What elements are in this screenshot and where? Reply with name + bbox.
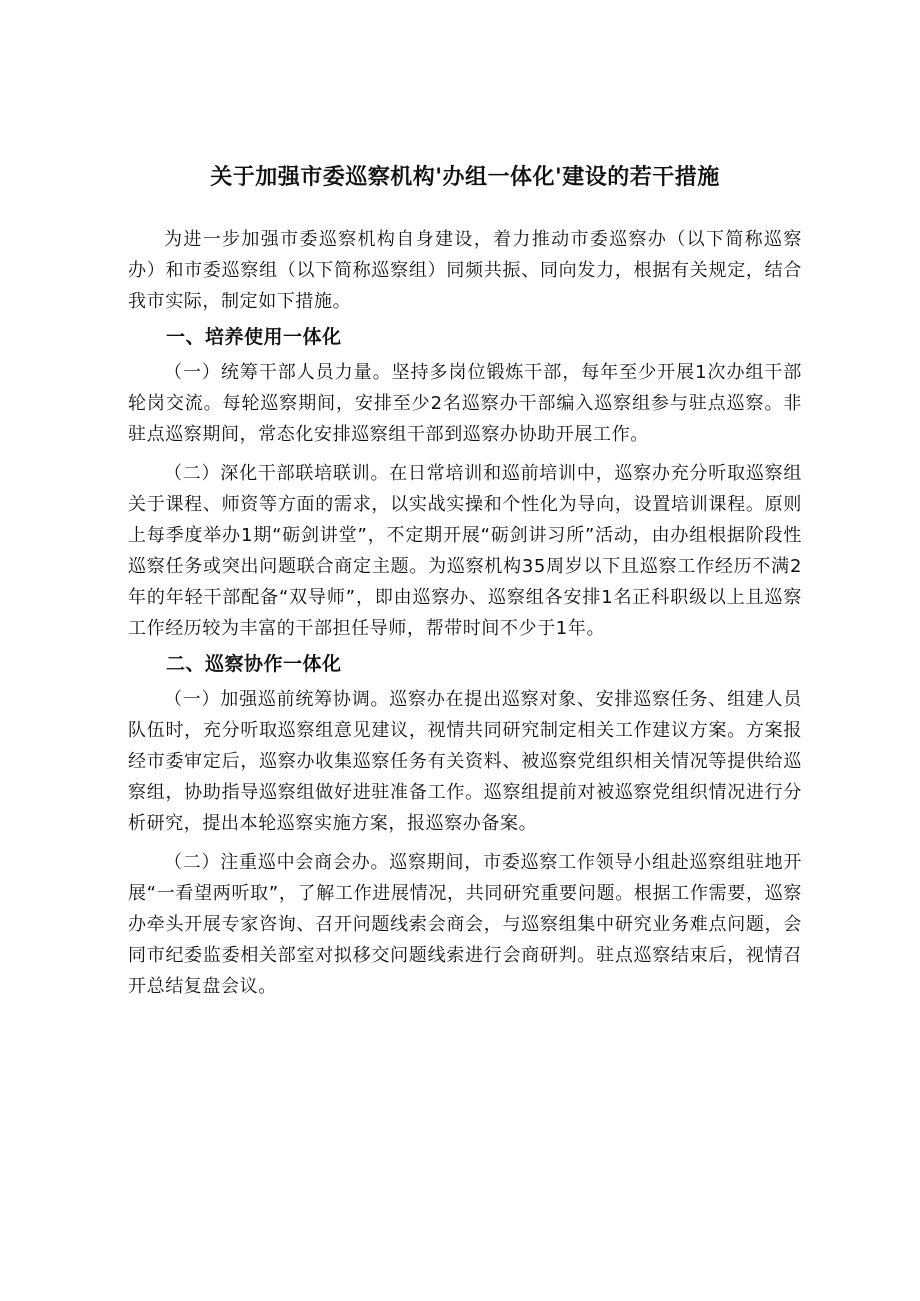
section-heading-2: 二、巡察协作一体化 — [166, 653, 342, 675]
section-2-paragraph-1: （一）加强巡前统筹协调。巡察办在提出巡察对象、安排巡察任务、组建人员队伍时，充分听取巡察组意见建议，视情共同研究制定相关工作建议方案。方案报经市委审定后，巡察办收集巡察任务有关资料、被巡察党组织相关情况等提供给巡察组，协助指导巡察组做好进驻准备工作。巡察组提前对被巡察党组织情况进行分析研究，提出本轮巡察实施方案，报巡察办备案。 — [128, 689, 802, 834]
section-1-paragraph-2: （二）深化干部联培联训。在日常培训和巡前培训中，巡察办充分听取巡察组关于课程、师资等方面的需求，以实战实操和个性化为导向，设置培训课程。原则上每季度举办1期“砺剑讲堂”，不定期开展“砺剑讲习所”活动，由办组根据阶段性巡察任务或突出问题联合商定主题。为巡察机构35周岁以下且巡察工作经历不满2年的年轻干部配备“双导师”，即由巡察办、巡察组各安排1名正科职级以上且巡察工作经历较为丰富的干部担任导师，帮带时间不少于1年。 — [128, 463, 802, 639]
section-1-paragraph-1: （一）统筹干部人员力量。坚持多岗位锻炼干部，每年至少开展1次办组干部轮岗交流。每轮巡察期间，安排至少2名巡察办干部编入巡察组参与驻点巡察。非驻点巡察期间，常态化安排巡察组干部到巡察办协助开展工作。 — [128, 362, 802, 445]
section-2-paragraph-2: （二）注重巡中会商会办。巡察期间，市委巡察工作领导小组赴巡察组驻地开展“一看望两听取”，了解工作进展情况，共同研究重要问题。根据工作需要，巡察办牵头开展专家咨询、召开问题线索会商会，与巡察组集中研究业务难点问题，会同市纪委监委相关部室对拟移交问题线索进行会商研判。驻点巡察结束后，视情召开总结复盘会议。 — [128, 852, 802, 997]
intro-paragraph: 为进一步加强市委巡察机构自身建设，着力推动市委巡察办（以下简称巡察办）和市委巡察组（以下简称巡察组）同频共振、同向发力，根据有关规定，结合我市实际，制定如下措施。 — [128, 229, 802, 312]
document-page — [128, 158, 802, 1002]
document-title: 关于加强市委巡察机构'办组一体化'建设的若干措施 — [210, 165, 720, 190]
section-heading-1: 一、培养使用一体化 — [166, 326, 342, 348]
